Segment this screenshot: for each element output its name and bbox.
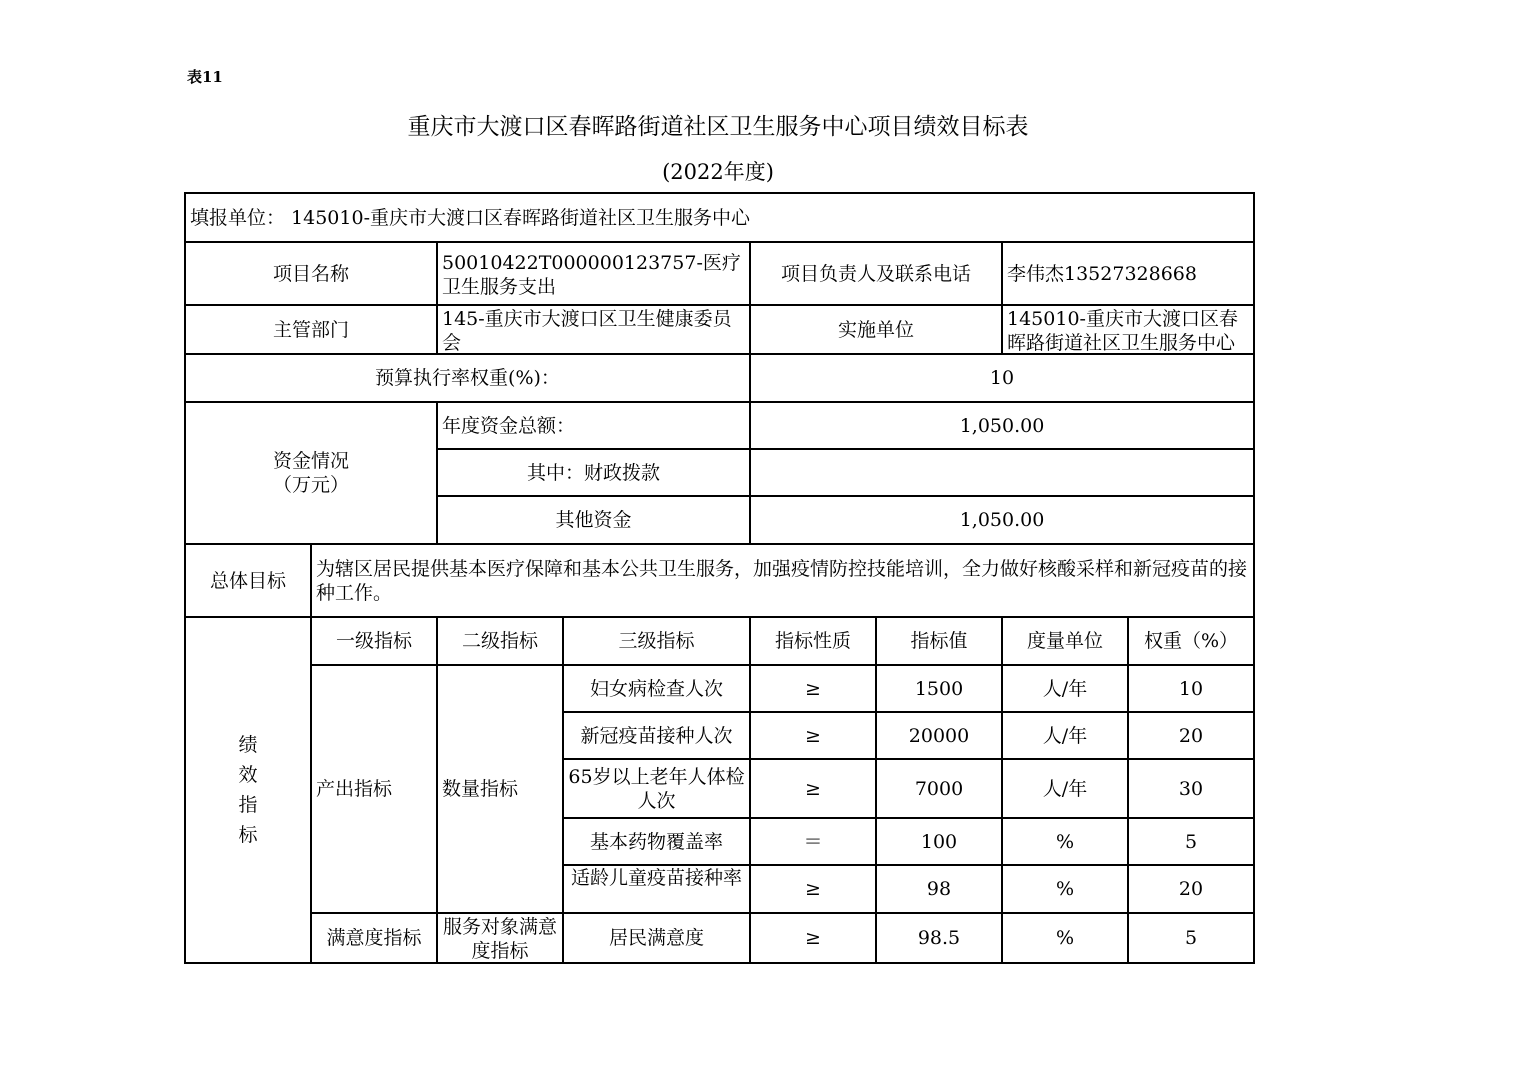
overall-goal-label: 总体目标 xyxy=(185,544,311,617)
indicator-nature: ≥ xyxy=(750,865,876,913)
reporting-unit: 填报单位： 145010-重庆市大渡口区春晖路街道社区卫生服务中心 xyxy=(185,193,1254,242)
satisfaction-level1: 满意度指标 xyxy=(311,913,437,963)
indicator-nature: ≥ xyxy=(750,913,876,963)
project-contact-value: 李伟杰13527328668 xyxy=(1002,242,1254,305)
implementing-unit-value: 145010-重庆市大渡口区春晖路街道社区卫生服务中心 xyxy=(1007,307,1238,353)
output-level1: 产出指标 xyxy=(311,665,437,913)
funds-other-value: 1,050.00 xyxy=(750,496,1254,544)
indicators-label-char: 绩 xyxy=(238,734,258,756)
table-row xyxy=(185,665,1254,712)
project-name-label: 项目名称 xyxy=(185,242,437,305)
indicator-value: 98 xyxy=(876,865,1002,913)
header-level2: 二级指标 xyxy=(437,617,563,665)
indicator-unit: % xyxy=(1002,865,1128,913)
indicator-value: 20000 xyxy=(876,712,1002,759)
funds-unit: （万元） xyxy=(272,474,349,496)
funds-label-cell xyxy=(185,402,437,544)
indicator-value: 7000 xyxy=(876,759,1002,818)
project-name-value: 50010422T000000123757-医疗卫生服务支出 xyxy=(442,251,741,297)
funds-fiscal-label: 其中：财政拨款 xyxy=(437,449,750,496)
header-nature: 指标性质 xyxy=(750,617,876,665)
indicator-nature: ≥ xyxy=(750,712,876,759)
indicator-name: 适龄儿童疫苗接种率 xyxy=(570,867,742,889)
indicator-weight: 20 xyxy=(1128,865,1254,913)
indicator-value: 98.5 xyxy=(876,913,1002,963)
performance-indicators-label xyxy=(185,617,311,963)
funds-label: 资金情况 xyxy=(272,450,349,472)
overall-goal-text: 为辖区居民提供基本医疗保障和基本公共卫生服务，加强疫情防控技能培训，全力做好核酸采样和新冠疫苗的接种工作。 xyxy=(311,544,1254,617)
indicator-unit: 人/年 xyxy=(1002,759,1128,818)
header-weight: 权重（%） xyxy=(1128,617,1254,665)
funds-fiscal-value xyxy=(750,449,1254,496)
indicator-unit: % xyxy=(1002,818,1128,865)
supervising-dept-label: 主管部门 xyxy=(185,305,437,354)
indicator-nature: ≥ xyxy=(750,665,876,712)
implementing-unit-label: 实施单位 xyxy=(750,305,1002,354)
output-level2: 数量指标 xyxy=(437,665,563,913)
indicator-name: 基本药物覆盖率 xyxy=(563,818,750,865)
indicator-name: 新冠疫苗接种人次 xyxy=(563,712,750,759)
funds-total-label: 年度资金总额： xyxy=(437,402,750,449)
page-subtitle: (2022年度) xyxy=(662,160,774,184)
budget-rate-value: 10 xyxy=(750,354,1254,402)
indicator-unit: 人/年 xyxy=(1002,665,1128,712)
performance-target-table xyxy=(184,192,1255,964)
indicator-weight: 20 xyxy=(1128,712,1254,759)
table-row xyxy=(185,913,1254,963)
header-level1: 一级指标 xyxy=(311,617,437,665)
indicator-name: 居民满意度 xyxy=(563,913,750,963)
indicator-unit: % xyxy=(1002,913,1128,963)
indicator-value: 1500 xyxy=(876,665,1002,712)
indicator-unit: 人/年 xyxy=(1002,712,1128,759)
indicator-name: 65岁以上老年人体检人次 xyxy=(563,759,750,818)
indicators-label-char: 指 xyxy=(238,794,258,816)
indicator-weight: 5 xyxy=(1128,818,1254,865)
header-level3: 三级指标 xyxy=(563,617,750,665)
indicator-nature: ≥ xyxy=(750,759,876,818)
budget-rate-label: 预算执行率权重(%)： xyxy=(185,354,750,402)
indicator-weight: 30 xyxy=(1128,759,1254,818)
funds-total-value: 1,050.00 xyxy=(750,402,1254,449)
supervising-dept-value: 145-重庆市大渡口区卫生健康委员会 xyxy=(442,307,732,353)
indicator-weight: 10 xyxy=(1128,665,1254,712)
indicator-value: 100 xyxy=(876,818,1002,865)
funds-other-label: 其他资金 xyxy=(437,496,750,544)
indicators-label-char: 效 xyxy=(238,764,258,786)
project-contact-label: 项目负责人及联系电话 xyxy=(750,242,1002,305)
satisfaction-level2: 服务对象满意度指标 xyxy=(442,916,557,961)
table-number: 表11 xyxy=(187,68,223,86)
indicators-label-char: 标 xyxy=(238,824,258,846)
header-unit: 度量单位 xyxy=(1002,617,1128,665)
indicator-name: 妇女病检查人次 xyxy=(563,665,750,712)
header-value: 指标值 xyxy=(876,617,1002,665)
page-title: 重庆市大渡口区春晖路街道社区卫生服务中心项目绩效目标表 xyxy=(407,114,1029,140)
indicator-nature: ＝ xyxy=(750,818,876,865)
indicator-weight: 5 xyxy=(1128,913,1254,963)
